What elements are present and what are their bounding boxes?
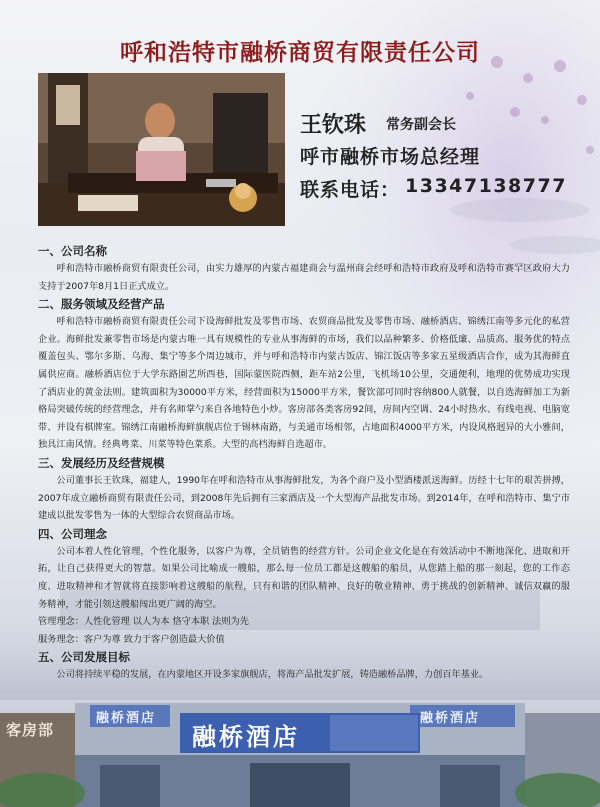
phone-label: 联系电话： xyxy=(300,179,401,201)
person-name: 王钦珠 xyxy=(300,113,367,138)
person-role: 呼市融桥市场总经理 xyxy=(300,146,481,168)
sign-main: 融桥酒店 xyxy=(192,723,300,751)
person-title: 常务副会长 xyxy=(386,117,456,133)
sign-right: 融桥酒店 xyxy=(420,711,481,726)
page-title: 呼和浩特市融桥商贸有限责任公司 xyxy=(120,40,480,66)
sign-left: 融桥酒店 xyxy=(96,711,157,726)
sign-left-edge: 客房部 xyxy=(6,721,55,739)
section-heading: 四、公司理念 xyxy=(38,526,107,541)
section-paragraph: 呼和浩特市融桥商贸有限责任公司，由实力雄厚的内蒙古福建商会与温州商会经呼和浩特市政府及呼和浩特市赛罕区政府大力支持于2007年8月1日正式成立。 xyxy=(38,263,570,292)
section-paragraph: 呼和浩特市融桥商贸有限责任公司下设海鲜批发及零售市场、农贸商品批发及零售市场、融桥酒店、锦绣江南等多元化的私营企业。海鲜批发兼零售市场是内蒙古唯一具有规模性的专业从事海鲜的市场，我们以品种繁多、价格低廉、品质高、服务优的特点覆盖包头、鄂尔多斯、乌海、集宁等多个周边城市，并与呼和浩特市内蒙古饭店、锦江饭店等多家五星级酒店合作，成为其海鲜直属供应商。融桥酒店位于大学东路園艺所西巷，国际蒙医院西侧，距车站2公里，飞机场10公里，交通便利，地理的优势成功实现了酒店业的黄金法则。建筑面积为30000平方米，经营面积为15000平方米，餐饮部可同时容纳800人就餐，以自选海鲜加工为新格局突破传统的经营理念，并有名师掌勺来自各地特色小炒。客房部各类客房92间，房间内空调、24小时热水、有线电视、电脑宽带、并设有棋牌室。锦绣江南融桥海鲜旗舰店位于锡林南路，与美通市场相邻，占地面积4000平方米，内设风格迥异的大小雅间，独具江南风情。经典粤菜、川菜等特色菜系。大型的高档海鲜自选超市。 xyxy=(38,316,570,451)
hotel-building-photo xyxy=(0,693,600,807)
service-philosophy: 服务理念：客户为尊 致力于客户创造最大价值 xyxy=(38,633,225,645)
section-heading: 一、公司名称 xyxy=(38,244,107,258)
portrait-photo xyxy=(38,73,285,226)
company-profile xyxy=(38,242,570,684)
section-heading: 五、公司发展目标 xyxy=(38,650,130,665)
section-heading: 二、服务领域及经营产品 xyxy=(38,297,165,312)
phone-number: 13347138777 xyxy=(405,175,567,197)
section-paragraph: 公司董事长王钦珠，福建人，1990年在呼和浩特市从事海鲜批发，为各个商户及小型酒楼派送海鲜。历经十七年的艰苦拼搏，2007年成立融桥商贸有限责任公司，到2008年先后拥有三家酒店及一个大型海产品批发市场。到2014年，在呼和浩特市、集宁市建成以批发零售为一体的大型综合农贸商品市场。 xyxy=(38,474,570,522)
section-heading: 三、发展经历及经营规模 xyxy=(38,455,165,470)
section-paragraph: 公司本着人性化管理，个性化服务，以客户为尊，全员销售的经营方针。公司企业文化是在有效活动中不断地深化、进取和开拓，让自己获得更大的智慧。如果公司比喻成一艘船，那么每一位员工都是这艘船的船员，从您踏上船的那一刻起，您的工作态度、进取精神和才智就将直接影响着这艘船的航程，只有和谐的团队精神、良好的敬业精神、勇于挑战的创新精神、诚信双赢的服务精神，才能引领这艘船闯出更广阔的海空。 xyxy=(38,545,570,610)
management-philosophy: 管理理念：人性化管理 以人为本 恪守本职 法则为先 xyxy=(38,616,249,628)
section-paragraph: 公司将持续平稳的发展，在内蒙地区开设多家旗舰店，将海产品批发扩展，铸造融桥品牌，力创百年基业。 xyxy=(56,669,489,681)
